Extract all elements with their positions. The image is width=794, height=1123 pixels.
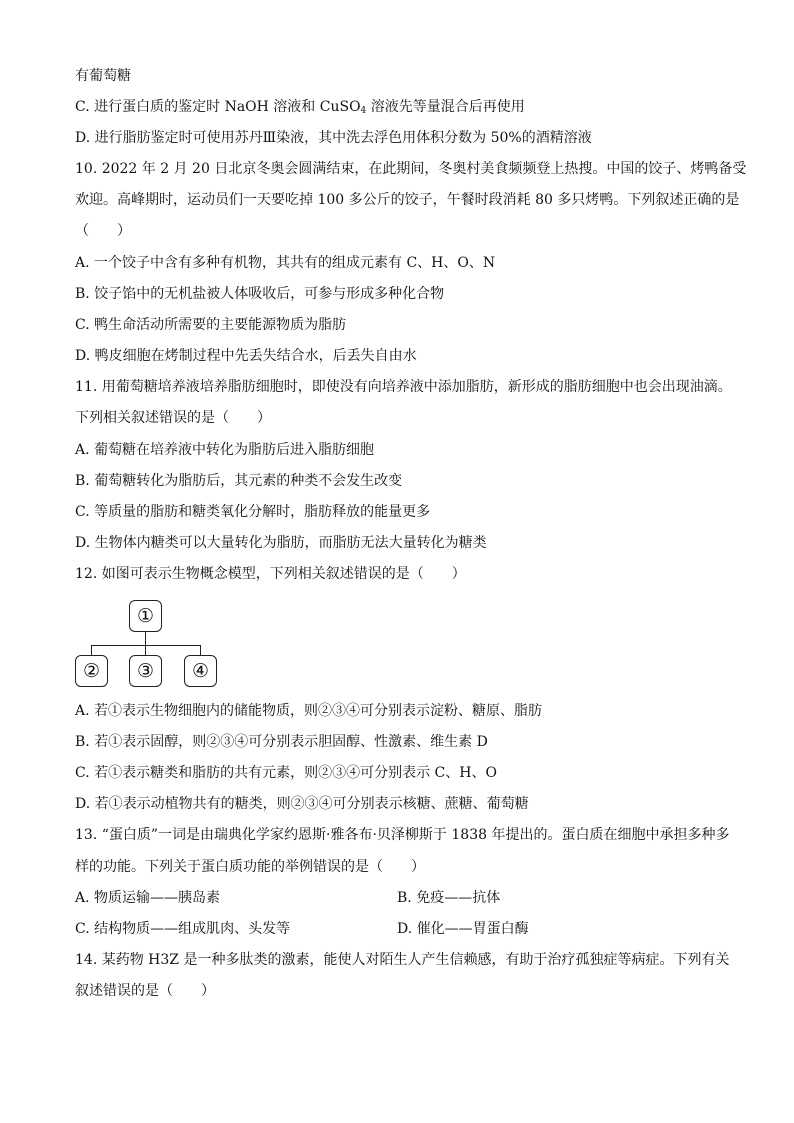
- q13-stem-line-2: 样的功能。下列关于蛋白质功能的举例错误的是（ ）: [75, 859, 425, 875]
- diagram-connector-right: [200, 645, 201, 655]
- diagram-connector-middle: [145, 645, 146, 655]
- q13-option-b: B. 免疫——抗体: [397, 890, 501, 906]
- q11-stem-line-2: 下列相关叙述错误的是（ ）: [75, 410, 271, 426]
- q13-option-a: A. 物质运输——胰岛素: [75, 890, 221, 906]
- q13-stem-line-1: 13. “蛋白质”一词是由瑞典化学家约恩斯·雅各布·贝泽柳斯于 1838 年提出的。蛋白质在细胞中承担多种多: [75, 827, 730, 843]
- q9-option-d: D. 进行脂肪鉴定时可使用苏丹Ⅲ染液，其中洗去浮色用体积分数为 50%的酒精溶液: [75, 130, 592, 146]
- q12-option-d: D. 若①表示动植物共有的糖类，则②③④可分别表示核糖、蔗糖、葡萄糖: [75, 796, 529, 812]
- q10-option-b: B. 饺子馅中的无机盐被人体吸收后，可参与形成多种化合物: [75, 286, 445, 302]
- q11-option-b: B. 葡萄糖转化为脂肪后，其元素的种类不会发生改变: [75, 473, 403, 489]
- q10-option-a: A. 一个饺子中含有多种有机物，其共有的组成元素有 C、H、O、N: [75, 255, 496, 271]
- q9-option-c: C. 进行蛋白质的鉴定时 NaOH 溶液和 CuSO$_4$ 溶液先等量混合后再使用: [75, 99, 525, 116]
- diagram-node-left: ②: [75, 655, 108, 687]
- q11-stem-line-1: 11. 用葡萄糖培养液培养脂肪细胞时，即使没有向培养液中添加脂肪，新形成的脂肪细胞中也会出现油滴。: [75, 379, 732, 395]
- diagram-node-top: ①: [129, 600, 162, 632]
- q9-continuation: 有葡萄糖: [75, 68, 131, 84]
- q10-option-c: C. 鸭生命活动所需要的主要能源物质为脂肪: [75, 317, 347, 333]
- q11-option-a: A. 葡萄糖在培养液中转化为脂肪后进入脂肪细胞: [75, 442, 375, 458]
- q12-stem: 12. 如图可表示生物概念模型，下列相关叙述错误的是（ ）: [75, 566, 466, 582]
- q10-stem-line-1: 10. 2022 年 2 月 20 日北京冬奥会圆满结束，在此期间，冬奥村美食频频登上热搜。中国的饺子、烤鸭备受: [75, 161, 747, 177]
- diagram-node-middle: ③: [129, 655, 162, 687]
- q10-option-d: D. 鸭皮细胞在烤制过程中先丢失结合水，后丢失自由水: [75, 348, 417, 364]
- q12-option-c: C. 若①表示糖类和脂肪的共有元素，则②③④可分别表示 C、H、O: [75, 765, 497, 781]
- diagram-node-right: ④: [184, 655, 217, 687]
- q11-option-c: C. 等质量的脂肪和糖类氧化分解时，脂肪释放的能量更多: [75, 504, 431, 520]
- diagram-connector-vertical: [145, 632, 146, 646]
- q13-option-c: C. 结构物质——组成肌肉、头发等: [75, 921, 291, 937]
- q14-stem-line-1: 14. 某药物 H3Z 是一种多肽类的激素，能使人对陌生人产生信赖感，有助于治疗孤独症等病症。下列有关: [75, 952, 730, 968]
- q14-stem-line-2: 叙述错误的是（ ）: [75, 983, 215, 999]
- q13-option-d: D. 催化——胃蛋白酶: [397, 921, 529, 937]
- q12-option-b: B. 若①表示固醇，则②③④可分别表示胆固醇、性激素、维生素 D: [75, 734, 488, 750]
- q11-option-d: D. 生物体内糖类可以大量转化为脂肪，而脂肪无法大量转化为糖类: [75, 535, 487, 551]
- q12-option-a: A. 若①表示生物细胞内的储能物质，则②③④可分别表示淀粉、糖原、脂肪: [75, 703, 543, 719]
- diagram-connector-left: [91, 645, 92, 655]
- q10-stem-line-2: 欢迎。高峰期时，运动员们一天要吃掉 100 多公斤的饺子，午餐时段消耗 80 多只烤鸭。下列叙述正确的是: [75, 192, 740, 208]
- q10-stem-line-3: （ ）: [75, 223, 131, 239]
